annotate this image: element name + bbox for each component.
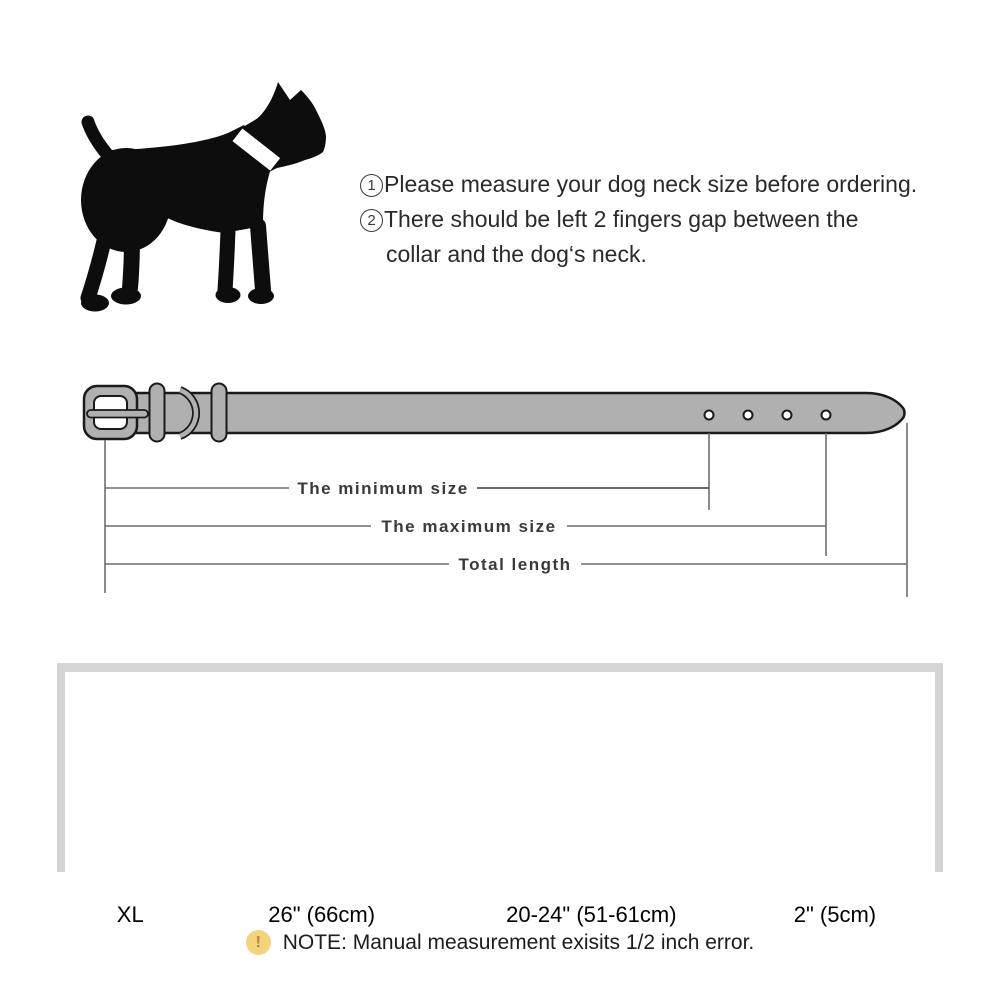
instruction-line-1 xyxy=(360,167,960,202)
measure-line-total xyxy=(105,555,907,574)
measurement-note xyxy=(0,930,1000,955)
collar-keeper-loop-2 xyxy=(212,384,227,442)
ordering-instructions xyxy=(360,167,960,272)
size-table xyxy=(57,663,943,927)
total-length-label: Total length xyxy=(458,555,572,574)
instruction-1-text: Please measure your dog neck size before ordering. xyxy=(384,171,918,197)
dog-silhouette-icon xyxy=(74,76,332,314)
circled-number-1-icon: 1 xyxy=(360,174,383,197)
row-xl-size: XL xyxy=(116,901,144,927)
instruction-line-3 xyxy=(360,237,960,272)
collar-measurement-diagram xyxy=(0,370,1000,610)
note-text: NOTE: Manual measurement exisits 1/2 inch error. xyxy=(282,930,755,954)
instruction-2-text: There should be left 2 fingers gap between the xyxy=(384,206,859,232)
row-xl-total-length: 26" (66cm) xyxy=(268,901,376,927)
maximum-size-label: The maximum size xyxy=(381,517,557,536)
table-row-xl xyxy=(65,810,935,1000)
minimum-size-label: The minimum size xyxy=(297,479,469,498)
row-xl-neck: 20-24" (51-61cm) xyxy=(506,901,677,927)
instruction-line-2 xyxy=(360,202,960,237)
measure-line-maximum xyxy=(105,517,826,536)
instruction-2-text-cont: collar and the dog‘s neck. xyxy=(386,241,647,267)
warning-icon: ! xyxy=(246,930,271,955)
row-xl-width: 2" (5cm) xyxy=(793,901,877,927)
buckle-prong xyxy=(87,410,148,418)
circled-number-2-icon: 2 xyxy=(360,209,383,232)
collar-keeper-loop xyxy=(150,384,165,442)
measure-line-minimum xyxy=(105,479,709,498)
